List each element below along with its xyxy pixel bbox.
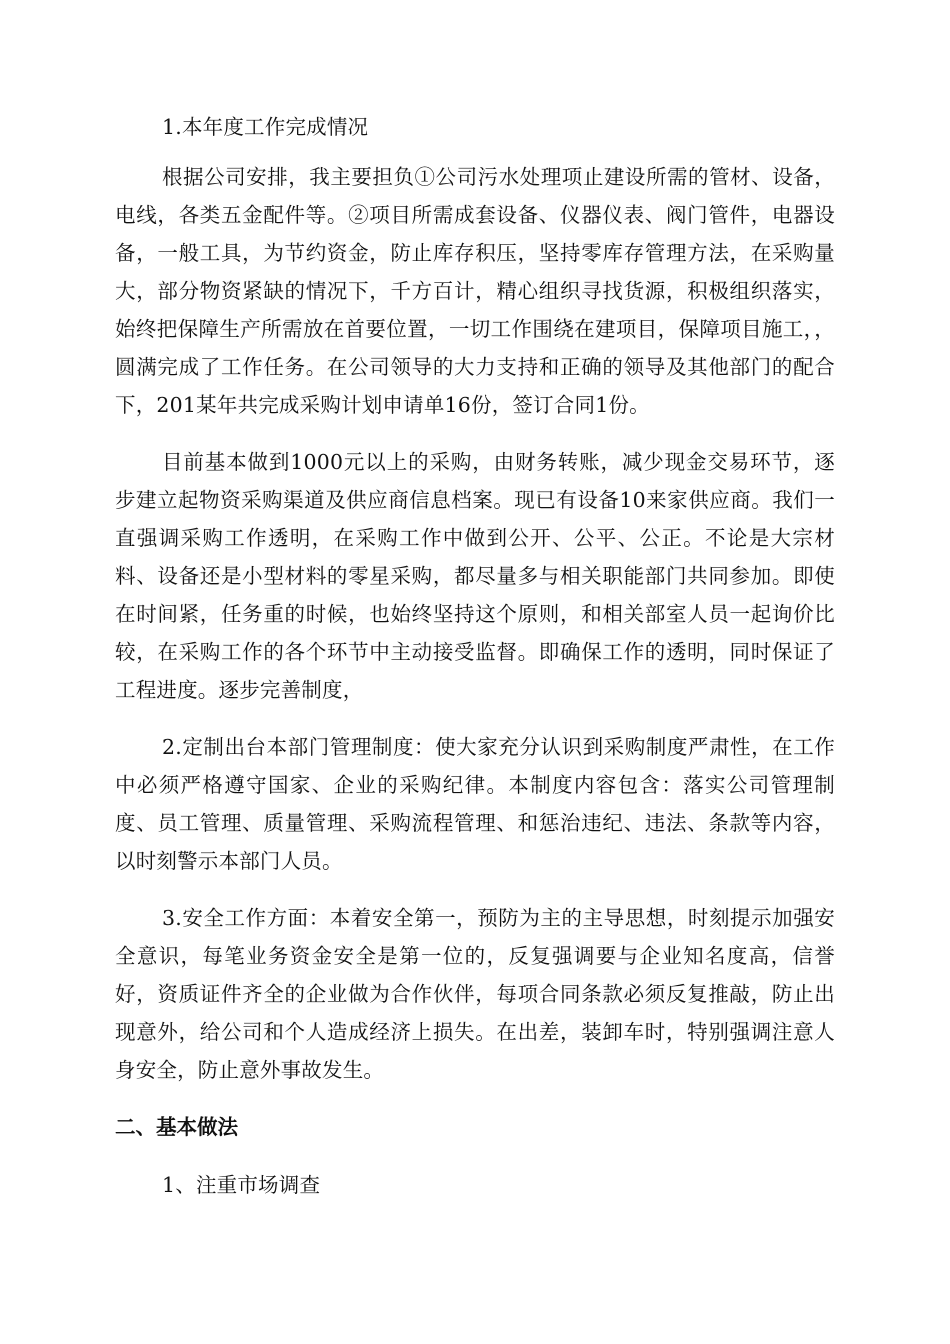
section-2-heading: 二、基本做法 xyxy=(115,1115,238,1139)
item-2-1-heading: 1、注重市场调查 xyxy=(162,1173,321,1197)
paragraph-management-rules: 2.定制出台本部门管理制度：使大家充分认识到采购制度严肃性，在工作中必须严格遵守国家、企业的采购纪律。本制度内容包含：落实公司管理制度、员工管理、质量管理、采购流程管理、和惩治违纪、违法、条款等内容，以时刻警示本部门人员。 xyxy=(115,735,835,873)
item-1-heading: 1.本年度工作完成情况 xyxy=(162,115,369,139)
paragraph-safety-work: 3.安全工作方面：本着安全第一，预防为主的主导思想，时刻提示加强安全意识，每笔业务资金安全是第一位的，反复强调要与企业知名度高，信誉好，资质证件齐全的企业做为合作伙伴，每项合同条款必须反复推敲，防止出现意外，给公司和个人造成经济上损失。在出差，装卸车时，特别强调注意人身安全，防止意外事故发生。 xyxy=(115,906,835,1082)
paragraph-procurement-tasks: 根据公司安排，我主要担负①公司污水处理项止建设所需的管材、设备，电线，各类五金配件等。②项目所需成套设备、仪器仪表、阀门管件，电器设备，一般工具，为节约资金，防止库存积压，坚持零库存管理方法，在采购量大，部分物资紧缺的情况下，千方百计，精心组织寻找货源，积极组织落实，始终把保障生产所需放在首要位置，一切工作围绕在建项目，保障项目施工，，圆满完成了工作任务。在公司领导的大力支持和正确的领导及其他部门的配合下，201某年共完成采购计划申请单16份，签订合同1份。 xyxy=(115,165,835,417)
paragraph-transparency: 目前基本做到1000元以上的采购，由财务转账，减少现金交易环节，逐步建立起物资采购渠道及供应商信息档案。现已有设备10来家供应商。我们一直强调采购工作透明，在采购工作中做到公开、公平、公正。不论是大宗材料、设备还是小型材料的零星采购，都尽量多与相关职能部门共同参加。即使在时间紧，任务重的时候，也始终坚持这个原则，和相关部室人员一起询价比较，在采购工作的各个环节中主动接受监督。即确保工作的透明，同时保证了工程进度。逐步完善制度， xyxy=(115,450,835,702)
document-page xyxy=(115,108,835,1204)
